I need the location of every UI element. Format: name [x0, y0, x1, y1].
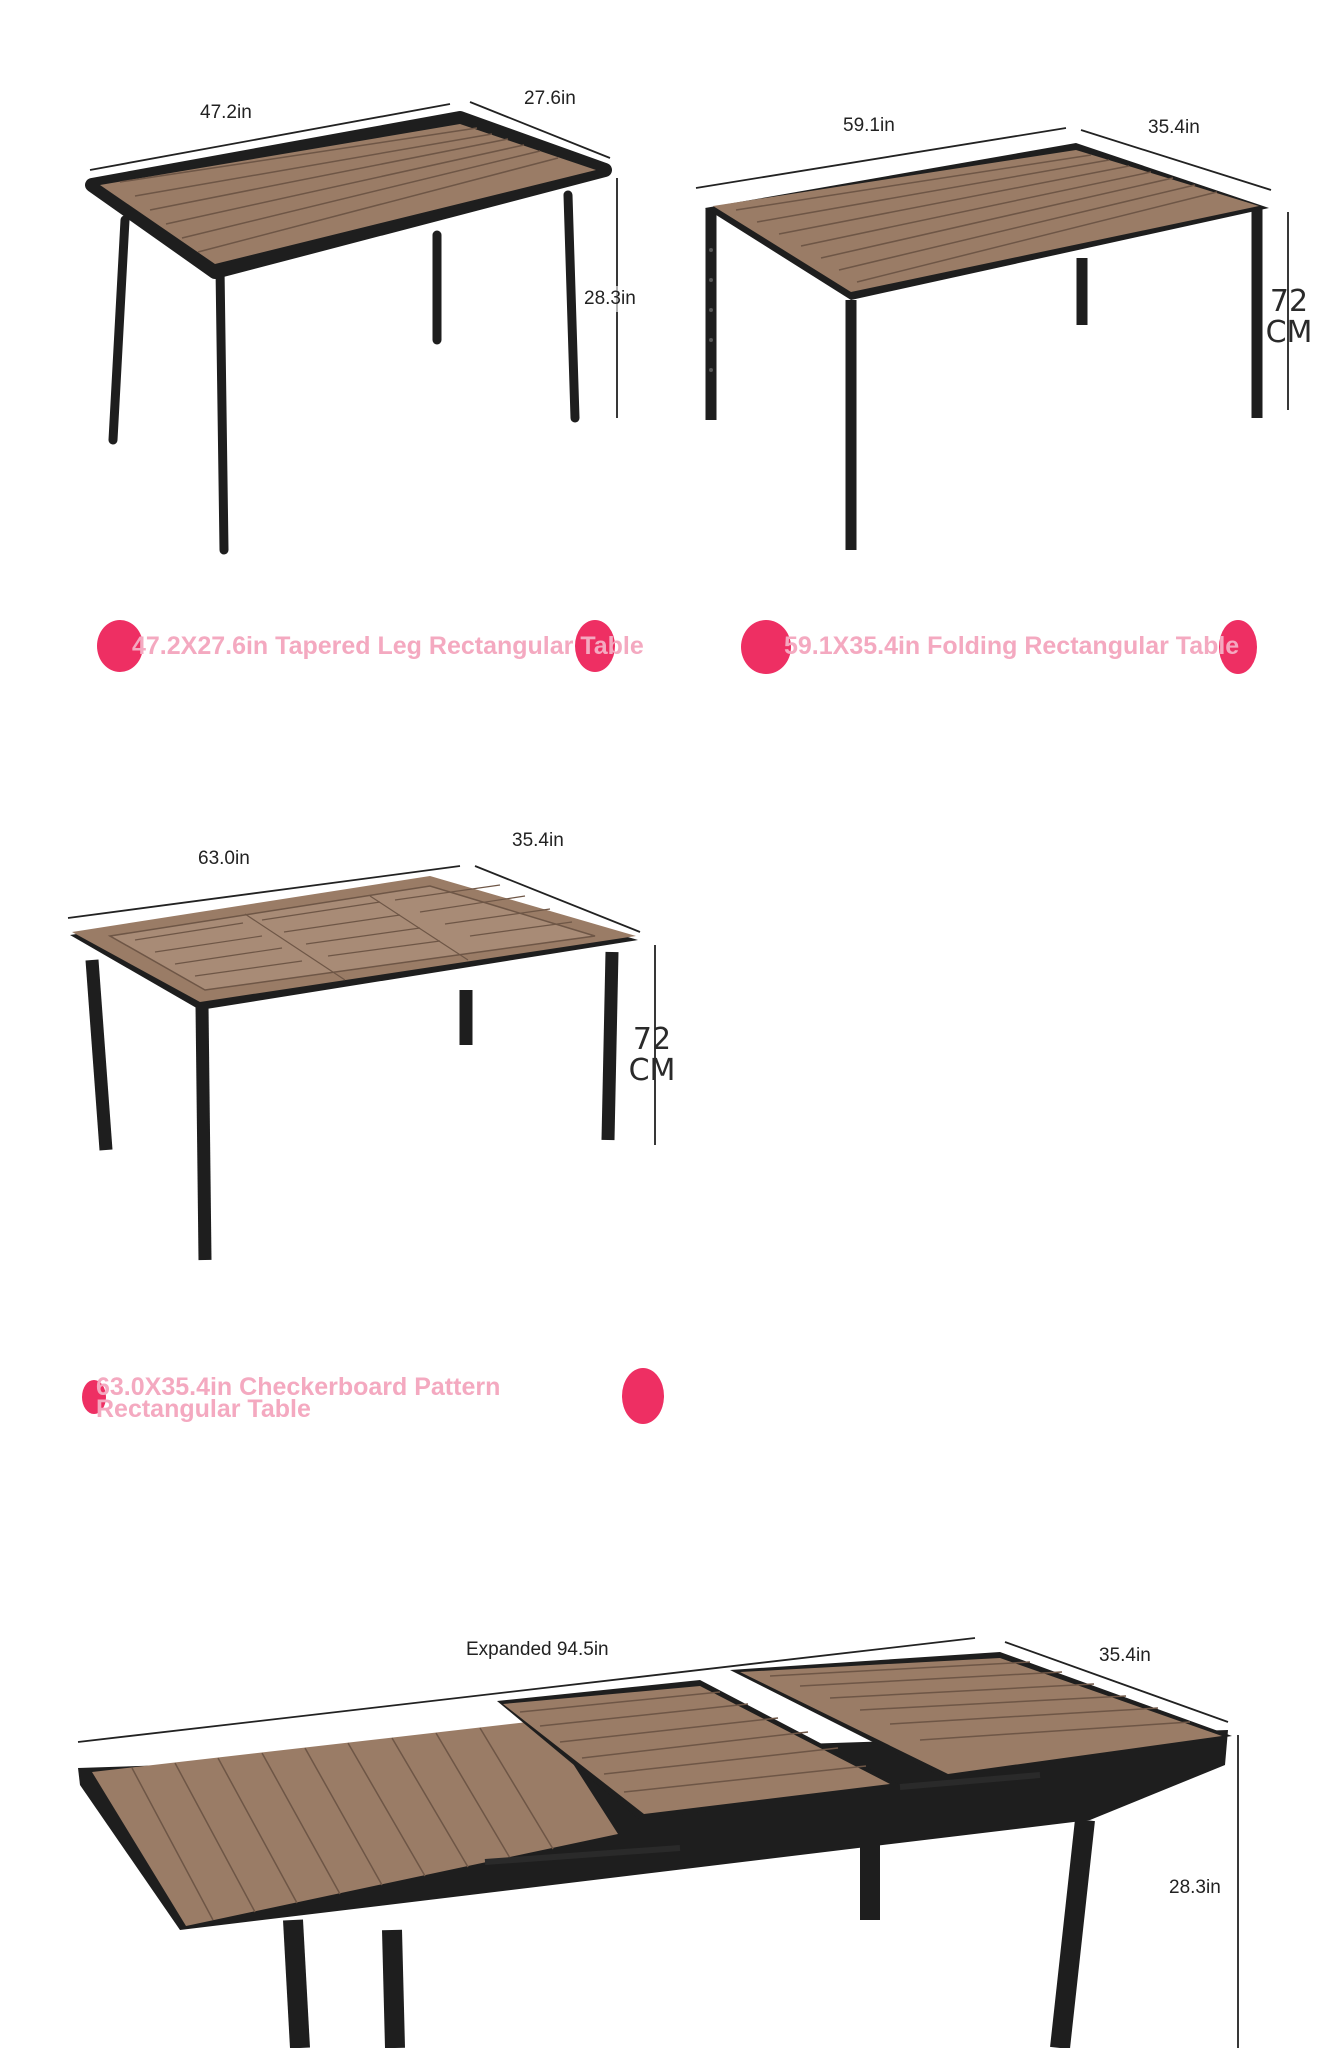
- product-tapered-leg-table: [0, 0, 661, 700]
- length-dimension: 47.2in: [196, 100, 256, 126]
- width-dimension: 35.4in: [1095, 1643, 1155, 1669]
- product-title-line1: 63.0X35.4in Checkerboard Pattern: [96, 1373, 501, 1401]
- folding-table-image: [661, 0, 1322, 700]
- product-title: 59.1X35.4in Folding Rectangular Table: [784, 632, 1240, 660]
- product-expandable-table: [0, 1590, 1322, 2048]
- width-dimension: 35.4in: [508, 828, 568, 854]
- height-dimension: 28.3in: [580, 286, 640, 312]
- height-dimension: 28.3in: [1165, 1875, 1225, 1901]
- product-checkerboard-table: [0, 700, 676, 1460]
- checkerboard-table-image: [0, 700, 661, 1460]
- length-dimension: 63.0in: [194, 846, 254, 872]
- height-value: 72: [1269, 284, 1309, 319]
- product-folding-table: [661, 0, 1322, 700]
- height-value: 72: [632, 1022, 672, 1057]
- length-dimension: Expanded 94.5in: [462, 1637, 613, 1663]
- width-dimension: 27.6in: [520, 86, 580, 112]
- height-unit: CM: [628, 1053, 676, 1088]
- product-title-line2: Rectangular Table: [96, 1395, 311, 1423]
- title-right-dot: [622, 1368, 664, 1424]
- width-dimension: 35.4in: [1144, 115, 1204, 141]
- length-dimension: 59.1in: [839, 113, 899, 139]
- height-unit: CM: [1265, 315, 1313, 350]
- product-title: 47.2X27.6in Tapered Leg Rectangular Table: [132, 632, 644, 660]
